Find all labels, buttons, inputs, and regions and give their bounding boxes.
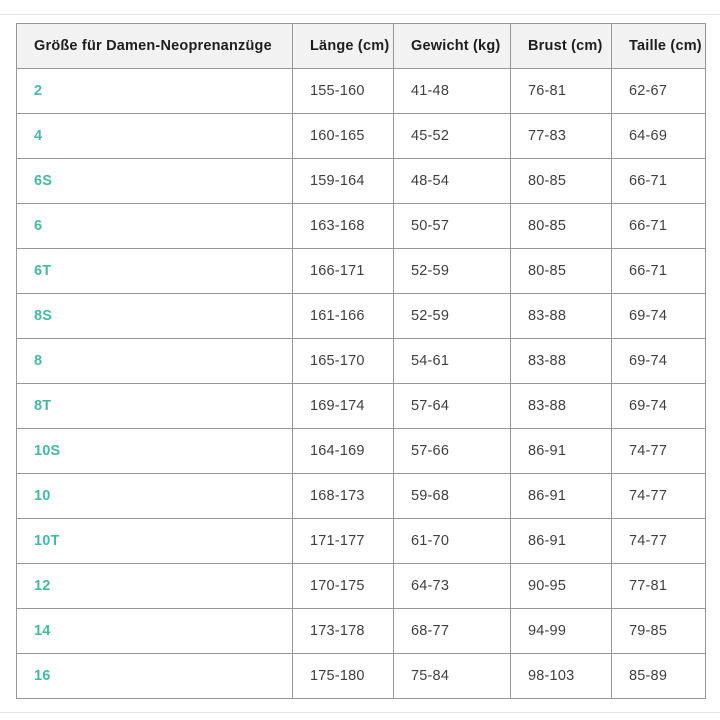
- column-header-3: Brust (cm): [511, 24, 612, 69]
- table-row: [17, 339, 706, 384]
- value-cell: 80-85: [511, 204, 612, 249]
- column-header-1: Länge (cm): [293, 24, 394, 69]
- value-cell: 54-61: [394, 339, 511, 384]
- size-label: 4: [17, 114, 293, 159]
- size-label: 8: [17, 339, 293, 384]
- size-label: 16: [17, 654, 293, 699]
- table-row: [17, 519, 706, 564]
- table-row: [17, 114, 706, 159]
- value-cell: 66-71: [612, 249, 706, 294]
- value-cell: 86-91: [511, 474, 612, 519]
- value-cell: 83-88: [511, 294, 612, 339]
- value-cell: 169-174: [293, 384, 394, 429]
- table-row: [17, 159, 706, 204]
- value-cell: 159-164: [293, 159, 394, 204]
- value-cell: 86-91: [511, 519, 612, 564]
- value-cell: 52-59: [394, 249, 511, 294]
- value-cell: 77-81: [612, 564, 706, 609]
- value-cell: 62-67: [612, 69, 706, 114]
- bottom-divider: [0, 712, 720, 713]
- value-cell: 83-88: [511, 384, 612, 429]
- size-label: 10T: [17, 519, 293, 564]
- table-row: [17, 564, 706, 609]
- value-cell: 175-180: [293, 654, 394, 699]
- wetsuit-size-table: [16, 23, 706, 699]
- column-header-2: Gewicht (kg): [394, 24, 511, 69]
- value-cell: 173-178: [293, 609, 394, 654]
- value-cell: 85-89: [612, 654, 706, 699]
- value-cell: 165-170: [293, 339, 394, 384]
- value-cell: 86-91: [511, 429, 612, 474]
- value-cell: 155-160: [293, 69, 394, 114]
- table-row: [17, 69, 706, 114]
- value-cell: 66-71: [612, 204, 706, 249]
- size-label: 14: [17, 609, 293, 654]
- header-row: [17, 24, 706, 69]
- table-row: [17, 429, 706, 474]
- size-label: 6T: [17, 249, 293, 294]
- value-cell: 160-165: [293, 114, 394, 159]
- size-label: 8T: [17, 384, 293, 429]
- size-label: 6S: [17, 159, 293, 204]
- size-label: 2: [17, 69, 293, 114]
- table-row: [17, 249, 706, 294]
- value-cell: 69-74: [612, 294, 706, 339]
- value-cell: 79-85: [612, 609, 706, 654]
- value-cell: 76-81: [511, 69, 612, 114]
- value-cell: 69-74: [612, 384, 706, 429]
- size-label: 12: [17, 564, 293, 609]
- size-label: 8S: [17, 294, 293, 339]
- value-cell: 171-177: [293, 519, 394, 564]
- value-cell: 66-71: [612, 159, 706, 204]
- table-row: [17, 384, 706, 429]
- table-body: [17, 69, 706, 699]
- value-cell: 74-77: [612, 474, 706, 519]
- value-cell: 50-57: [394, 204, 511, 249]
- value-cell: 41-48: [394, 69, 511, 114]
- value-cell: 74-77: [612, 519, 706, 564]
- value-cell: 61-70: [394, 519, 511, 564]
- value-cell: 68-77: [394, 609, 511, 654]
- column-header-0: Größe für Damen-Neoprenanzüge: [17, 24, 293, 69]
- value-cell: 83-88: [511, 339, 612, 384]
- top-divider: [0, 14, 720, 15]
- value-cell: 80-85: [511, 249, 612, 294]
- table-row: [17, 204, 706, 249]
- value-cell: 168-173: [293, 474, 394, 519]
- value-cell: 161-166: [293, 294, 394, 339]
- value-cell: 77-83: [511, 114, 612, 159]
- value-cell: 98-103: [511, 654, 612, 699]
- value-cell: 64-69: [612, 114, 706, 159]
- value-cell: 64-73: [394, 564, 511, 609]
- value-cell: 52-59: [394, 294, 511, 339]
- value-cell: 57-64: [394, 384, 511, 429]
- value-cell: 80-85: [511, 159, 612, 204]
- value-cell: 90-95: [511, 564, 612, 609]
- value-cell: 75-84: [394, 654, 511, 699]
- size-label: 10S: [17, 429, 293, 474]
- table-row: [17, 294, 706, 339]
- value-cell: 59-68: [394, 474, 511, 519]
- size-label: 10: [17, 474, 293, 519]
- size-label: 6: [17, 204, 293, 249]
- value-cell: 74-77: [612, 429, 706, 474]
- value-cell: 164-169: [293, 429, 394, 474]
- table-row: [17, 609, 706, 654]
- value-cell: 94-99: [511, 609, 612, 654]
- value-cell: 166-171: [293, 249, 394, 294]
- column-header-4: Taille (cm): [612, 24, 706, 69]
- value-cell: 48-54: [394, 159, 511, 204]
- value-cell: 69-74: [612, 339, 706, 384]
- table-row: [17, 654, 706, 699]
- value-cell: 57-66: [394, 429, 511, 474]
- table-row: [17, 474, 706, 519]
- value-cell: 45-52: [394, 114, 511, 159]
- value-cell: 163-168: [293, 204, 394, 249]
- value-cell: 170-175: [293, 564, 394, 609]
